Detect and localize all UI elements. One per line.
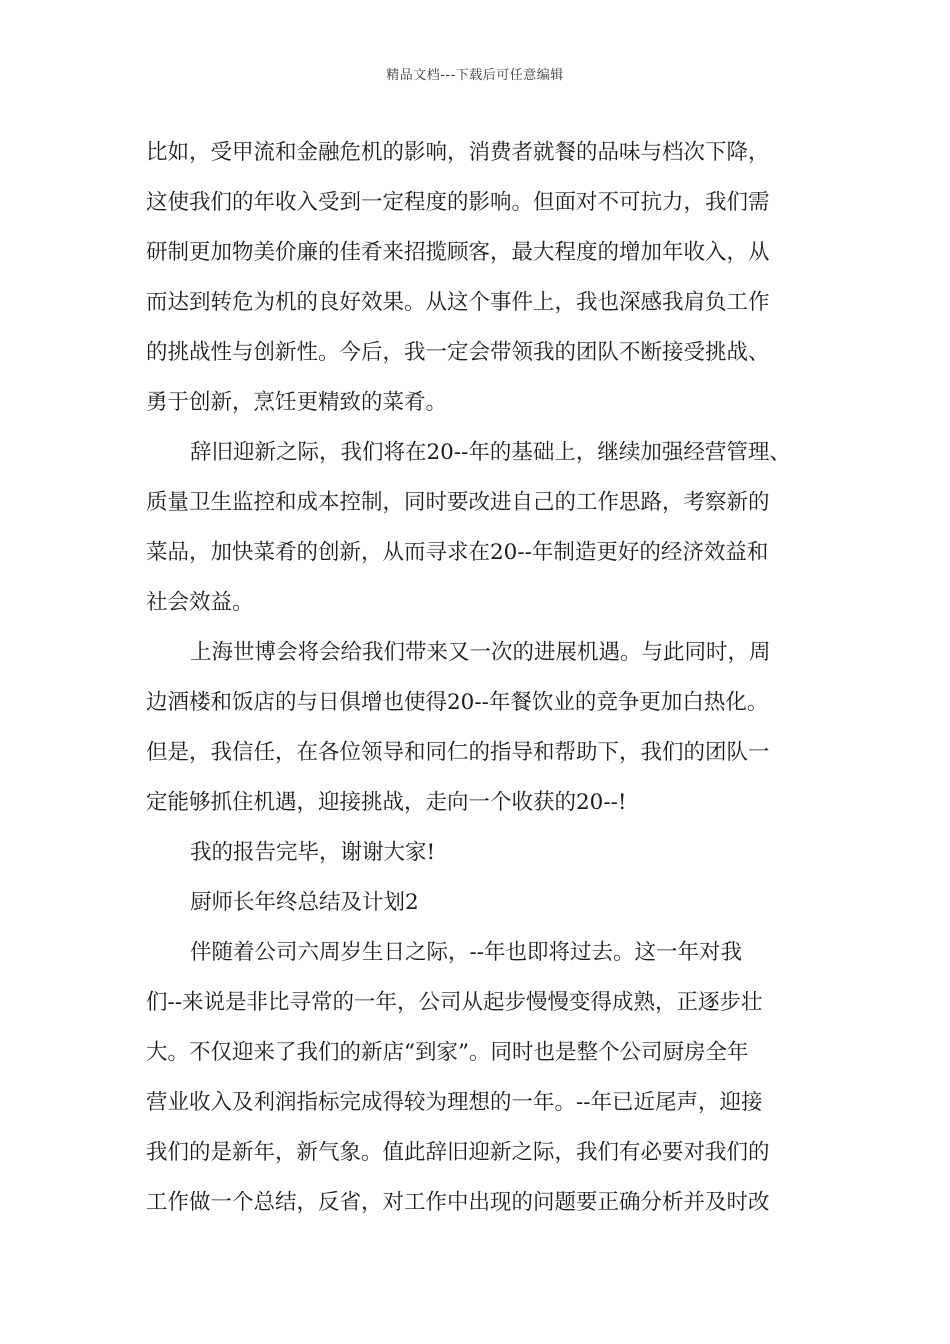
text-line: 菜品，加快菜肴的创新，从而寻求在20--年制造更好的经济效益和 xyxy=(146,540,769,565)
page-header: 精品文档---下载后可任意编辑 xyxy=(386,68,564,83)
paragraph-start-line: 伴随着公司六周岁生日之际，--年也即将过去。这一年对我 xyxy=(190,940,743,965)
text-line: 这使我们的年收入受到一定程度的影响。但面对不可抗力，我们需 xyxy=(146,190,770,215)
text-line: 工作做一个总结，反省，对工作中出现的问题要正确分析并及时改 xyxy=(146,1190,770,1215)
text-line: 营业收入及利润指标完成得较为理想的一年。--年已近尾声，迎接 xyxy=(146,1090,763,1115)
text-line: 而达到转危为机的良好效果。从这个事件上，我也深感我肩负工作 xyxy=(146,290,770,315)
text-line: 质量卫生监控和成本控制，同时要改进自己的工作思路，考察新的 xyxy=(146,490,770,515)
closing-line: 我的报告完毕，谢谢大家! xyxy=(190,840,436,865)
section-title: 厨师长年终总结及计划2 xyxy=(190,890,419,915)
text-line: 研制更加物美价廉的佳肴来招揽顾客，最大程度的增加年收入，从 xyxy=(146,240,770,265)
text-line: 定能够抓住机遇，迎接挑战，走向一个收获的20--! xyxy=(146,790,627,815)
text-line: 我们的是新年，新气象。值此辞旧迎新之际，我们有必要对我们的 xyxy=(146,1140,770,1165)
text-line: 大。不仅迎来了我们的新店“到家”。同时也是整个公司厨房全年 xyxy=(146,1040,749,1065)
paragraph-start-line: 上海世博会将会给我们带来又一次的进展机遇。与此同时，周 xyxy=(190,640,771,665)
document-body xyxy=(146,128,814,1228)
paragraph-start-line: 辞旧迎新之际，我们将在20--年的基础上，继续加强经营管理、 xyxy=(190,440,791,465)
text-line: 边酒楼和饭店的与日俱增也使得20--年餐饮业的竞争更加白热化。 xyxy=(146,690,769,715)
text-line: 但是，我信任，在各位领导和同仁的指导和帮助下，我们的团队一 xyxy=(146,740,770,765)
text-line: 们--来说是非比寻常的一年，公司从起步慢慢变得成熟，正逐步壮 xyxy=(146,990,763,1015)
text-line: 社会效益。 xyxy=(146,590,254,615)
text-line: 勇于创新，烹饪更精致的菜肴。 xyxy=(146,390,448,415)
text-line: 比如，受甲流和金融危机的影响，消费者就餐的品味与档次下降， xyxy=(146,140,770,165)
text-line: 的挑战性与创新性。今后，我一定会带领我的团队不断接受挑战、 xyxy=(146,340,770,365)
